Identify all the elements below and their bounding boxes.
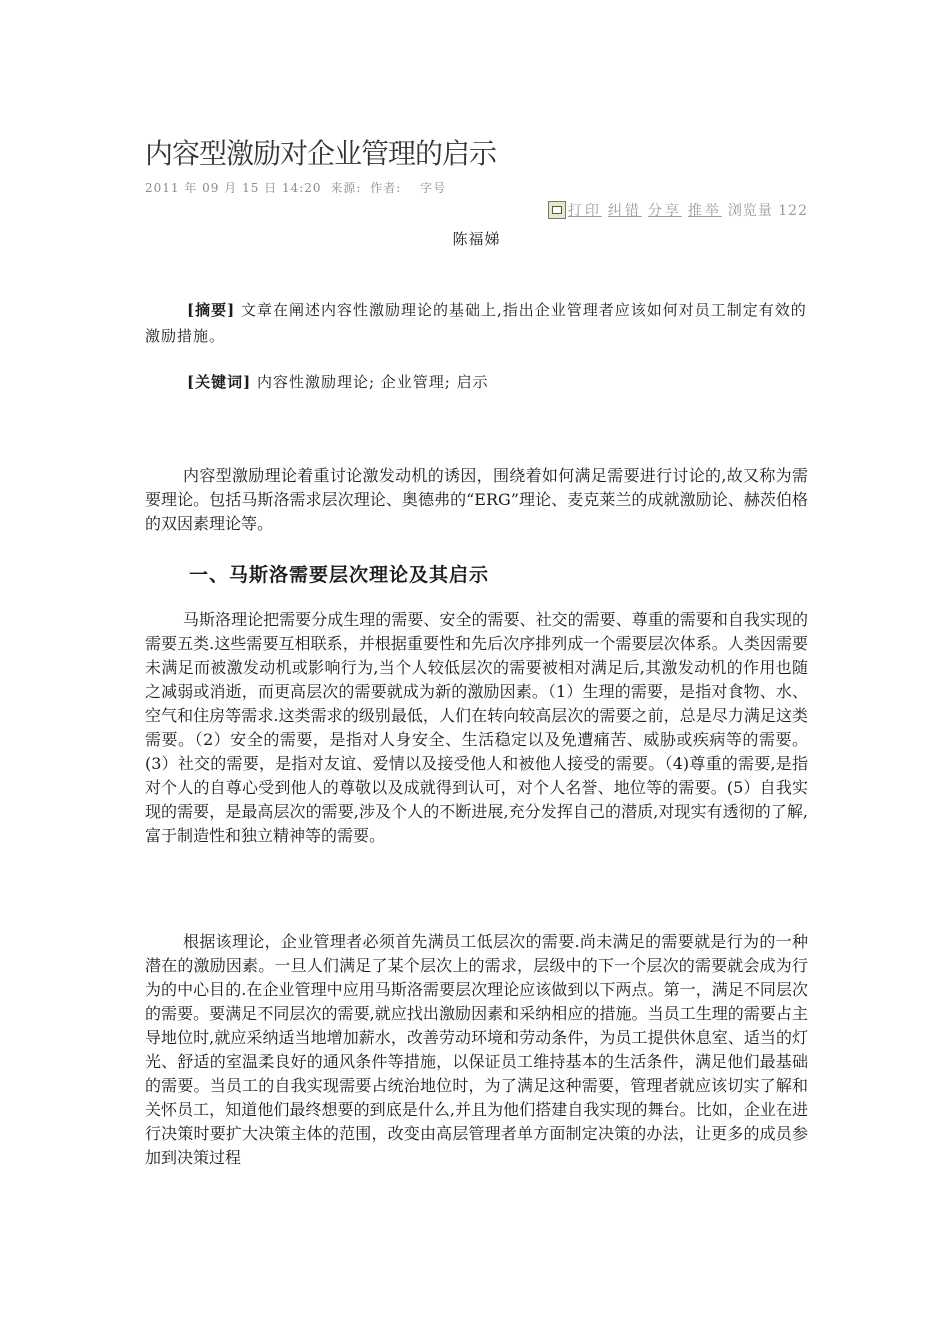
intro-paragraph	[145, 464, 808, 536]
paragraph-text: 马斯洛理论把需要分成生理的需要、安全的需要、社交的需要、尊重的需要和自我实现的需要五类.这些需要互相联系，并根据重要性和先后次序排列成一个需要层次体系。人类因需要未满足而被激发动机或影响行为,当个人较低层次的需要被相对满足后,其激发动机的作用也随之减弱或消逝，而更高层次的需要就成为新的激励因素。（1）生理的需要，是指对食物、水、空气和住房等需求.这类需求的级别最低，人们在转向较高层次的需要之前，总是尽力满足这类需要。（2）安全的需要，是指对人身安全、生活稳定以及免遭痛苦、威胁或疾病等的需要。(3）社交的需要，是指对友谊、爱情以及接受他人和被他人接受的需要。（4)尊重的需要,是指对个人的自尊心受到他人的尊敬以及成就得到认可，对个人名誉、地位等的需要。(5）自我实现的需要，是最高层次的需要,涉及个人的不断进展,充分发挥自己的潜质,对现实有透彻的了解,富于制造性和独立精神等的需要。	[145, 610, 808, 845]
abstract-label: [摘要]	[187, 301, 236, 319]
paragraph-text: 根据该理论，企业管理者必须首先满员工低层次的需要.尚未满足的需要就是行为的一种潜在的激励因素。一旦人们满足了某个层次上的需求，层级中的下一个层次的需要就会成为行为的中心目的.在企业管理中应用马斯洛需要层次理论应该做到以下两点。第一，满足不同层次的需要。要满足不同层次的需要,就应找出激励因素和采纳相应的措施。当员工生理的需要占主导地位时,就应采纳适当地增加薪水，改善劳动环境和劳动条件，为员工提供休息室、适当的灯光、舒适的室温柔良好的通风条件等措施，以保证员工维持基本的生活条件，满足他们最基础的需要。当员工的自我实现需要占统治地位时，为了满足这种需要，管理者就应该切实了解和关怀员工，知道他们最终想要的到底是什么,并且为他们搭建自我实现的舞台。比如，企业在进行决策时要扩大决策主体的范围，改变由高层管理者单方面制定决策的办法，让更多的成员参加到决策过程	[145, 932, 808, 1167]
recommend-link[interactable]: 推举	[687, 203, 722, 219]
printer-icon[interactable]	[548, 201, 566, 219]
keywords	[145, 369, 808, 395]
abstract-text: 文章在阐述内容性激励理论的基础上,指出企业管理者应该如何对员工制定有效的激励措施。	[145, 301, 807, 345]
source-label: 来源:	[330, 181, 362, 195]
author-label: 作者:	[370, 181, 402, 195]
correct-link[interactable]: 纠错	[607, 203, 642, 219]
publish-datetime: 2011 年 09 月 15 日 14:20	[145, 181, 322, 195]
keywords-label: [关键词]	[187, 373, 252, 391]
section-heading: 一、马斯洛需要层次理论及其启示	[189, 564, 490, 586]
author-name: 陈福娣	[452, 230, 501, 248]
abstract	[145, 297, 808, 349]
article-meta	[145, 179, 450, 196]
font-size-label[interactable]: 字号	[420, 181, 447, 195]
page-title: 内容型激励对企业管理的启示	[145, 137, 497, 170]
keywords-text: 内容性激励理论; 企业管理; 启示	[251, 373, 489, 391]
intro-text: 内容型激励理论着重讨论激发动机的诱因，围绕着如何满足需要进行讨论的,故又称为需要理论。包括马斯洛需求层次理论、奥德弗的“ERG”理论、麦克莱兰的成就激励论、赫茨伯格的双因素理论等。	[145, 466, 808, 533]
view-count: 浏览量 122	[727, 203, 808, 219]
article-toolbar	[548, 200, 808, 220]
body-paragraph	[145, 608, 808, 848]
print-link[interactable]: 打印	[567, 203, 602, 219]
share-link[interactable]: 分享	[647, 203, 682, 219]
body-paragraph	[145, 930, 808, 1170]
